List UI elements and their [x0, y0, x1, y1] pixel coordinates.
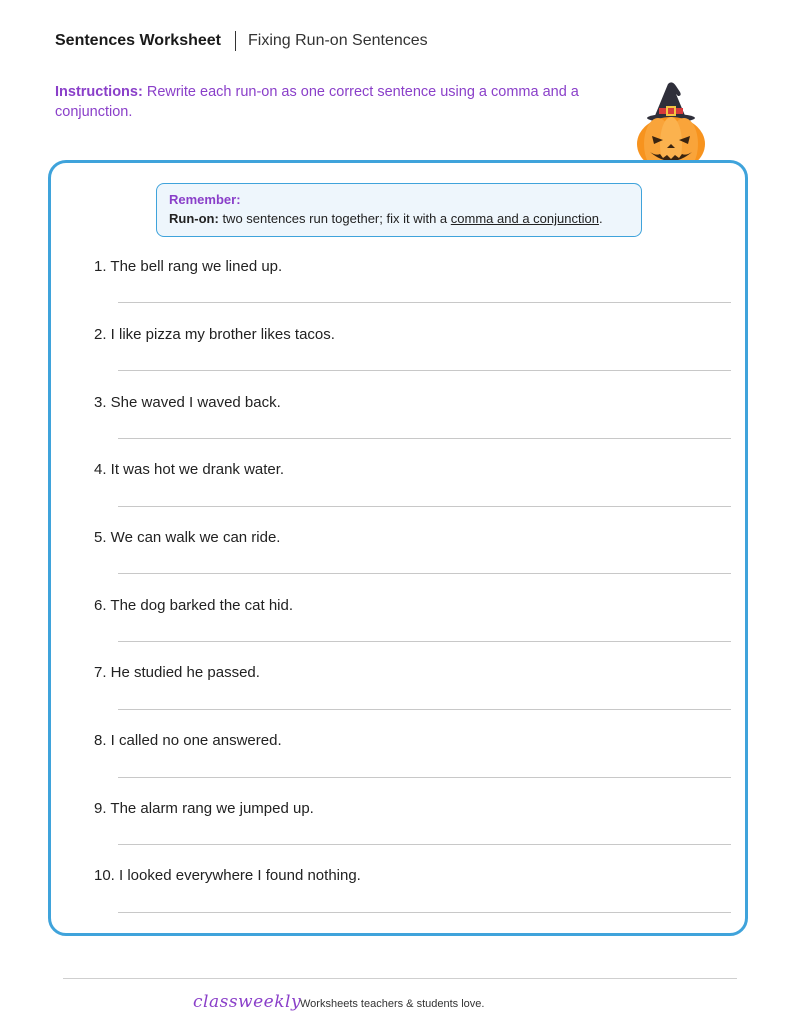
remember-key-phrase: comma and a conjunction: [450, 211, 599, 226]
instructions-label: Instructions:: [55, 84, 143, 100]
answer-line-5[interactable]: [118, 573, 731, 574]
answer-line-8[interactable]: [118, 777, 731, 778]
remember-box: [156, 183, 642, 237]
question-4: 4. It was hot we drank water.: [94, 461, 285, 478]
jack-o-lantern-icon: [632, 78, 710, 172]
question-8: 8. I called no one answered.: [94, 732, 282, 749]
question-6: 6. The dog barked the cat hid.: [94, 597, 294, 614]
instructions: [55, 82, 615, 122]
answer-line-2[interactable]: [118, 370, 731, 371]
worksheet-header: [55, 30, 428, 52]
remember-term: Run-on:: [169, 211, 219, 226]
question-2: 2. I like pizza my brother likes tacos.: [94, 326, 335, 343]
footer-divider: [63, 978, 737, 979]
footer-tagline: Worksheets teachers & students love.: [300, 998, 485, 1010]
answer-line-4[interactable]: [118, 506, 731, 507]
answer-line-7[interactable]: [118, 709, 731, 710]
worksheet-title: Sentences Worksheet: [55, 32, 221, 49]
remember-definition-text: two sentences run together; fix it with a: [222, 211, 448, 226]
answer-line-1[interactable]: [118, 302, 731, 303]
answer-line-9[interactable]: [118, 844, 731, 845]
question-7: 7. He studied he passed.: [94, 664, 260, 681]
remember-definition-end: .: [598, 211, 603, 226]
remember-title: Remember:: [169, 192, 241, 207]
instructions-text: Rewrite each run-on as one correct sentence using a comma and a conjunction.: [55, 84, 579, 120]
question-9: 9. The alarm rang we jumped up.: [94, 800, 314, 817]
header-separator: [235, 31, 236, 51]
brand-logo: classweekly: [193, 992, 302, 1012]
answer-line-10[interactable]: [118, 912, 731, 913]
question-5: 5. We can walk we can ride.: [94, 529, 281, 546]
remember-definition: [169, 209, 629, 229]
question-3: 3. She waved I waved back.: [94, 394, 281, 411]
question-1: 1. The bell rang we lined up.: [94, 258, 283, 275]
answer-line-3[interactable]: [118, 438, 731, 439]
question-10: 10. I looked everywhere I found nothing.: [94, 867, 361, 884]
answer-line-6[interactable]: [118, 641, 731, 642]
worksheet-subtitle: Fixing Run-on Sentences: [248, 32, 428, 49]
